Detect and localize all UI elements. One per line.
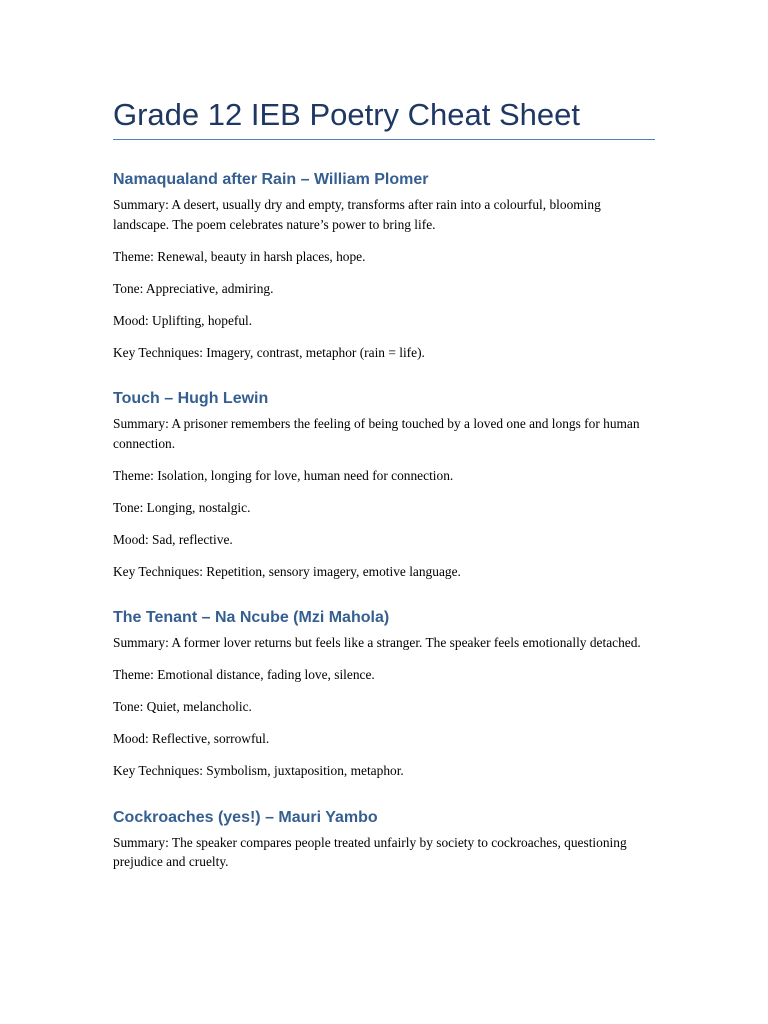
poem-section-namaqualand: [113, 169, 655, 362]
summary-text: Summary: The speaker compares people treated unfairly by society to cockroaches, questioning prejudice and cruelty.: [113, 834, 627, 869]
poem-section-touch: [113, 388, 655, 581]
document-title: Grade 12 IEB Poetry Cheat Sheet: [113, 96, 655, 140]
tone-text: Tone: Quiet, melancholic.: [113, 699, 252, 714]
summary-text: Summary: A desert, usually dry and empty, transforms after rain into a colourful, blooming landscape. The poem celebrates nature’s power to bring life.: [113, 197, 601, 232]
summary-text: Summary: A former lover returns but feels like a stranger. The speaker feels emotionally detached.: [113, 635, 641, 650]
theme-text: Theme: Isolation, longing for love, human need for connection.: [113, 467, 454, 483]
summary-text: Summary: A prisoner remembers the feeling of being touched by a loved one and longs for human connection.: [113, 416, 640, 451]
mood-text: Mood: Sad, reflective.: [113, 531, 233, 547]
theme-text: Theme: Renewal, beauty in harsh places, hope.: [113, 248, 366, 264]
section-heading: Namaqualand after Rain – William Plomer: [113, 171, 429, 188]
section-heading: Cockroaches (yes!) – Mauri Yambo: [113, 808, 378, 826]
tone-text: Tone: Longing, nostalgic.: [113, 499, 251, 515]
mood-text: Mood: Uplifting, hopeful.: [113, 312, 253, 328]
mood-text: Mood: Reflective, sorrowful.: [113, 731, 270, 746]
theme-text: Theme: Emotional distance, fading love, silence.: [113, 667, 375, 682]
tone-text: Tone: Appreciative, admiring.: [113, 280, 274, 296]
poem-section-the-tenant: [113, 607, 655, 781]
poem-section-cockroaches: [113, 807, 655, 872]
techniques-text: Key Techniques: Repetition, sensory imagery, emotive language.: [113, 563, 461, 579]
document-page: [113, 0, 655, 884]
techniques-text: Key Techniques: Imagery, contrast, metaphor (rain = life).: [113, 344, 425, 360]
section-heading: The Tenant – Na Ncube (Mzi Mahola): [113, 609, 390, 626]
section-heading: Touch – Hugh Lewin: [113, 390, 269, 407]
techniques-text: Key Techniques: Symbolism, juxtaposition, metaphor.: [113, 763, 404, 778]
